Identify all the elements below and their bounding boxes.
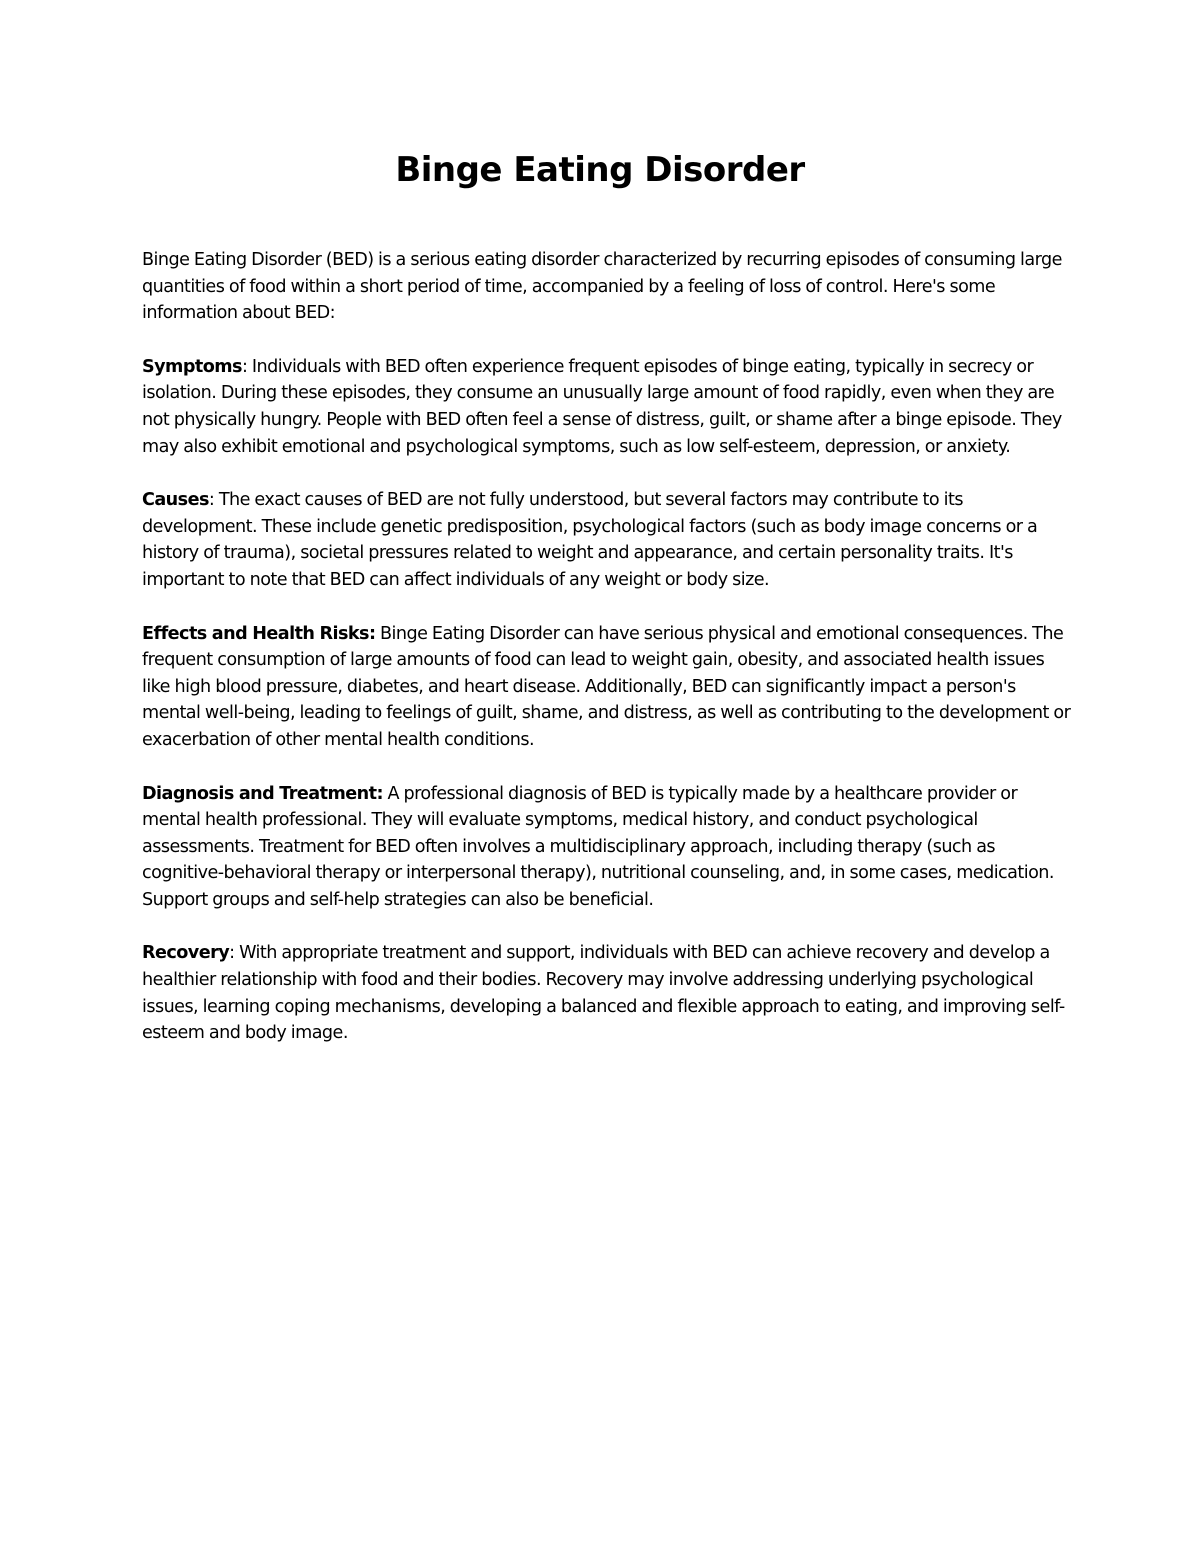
section-heading: Diagnosis and Treatment:	[142, 783, 383, 804]
section-causes	[142, 487, 1072, 593]
section-heading: Symptoms	[142, 356, 242, 377]
section-separator: :	[208, 490, 219, 511]
section-heading: Recovery	[142, 943, 230, 964]
section-recovery	[142, 940, 1072, 1046]
section-text: A professional diagnosis of BED is typically made by a healthcare provider or mental health professional. They will evaluate symptoms, medical history, and conduct psychological assessments. Treatment for BED often involves a multidisciplinary approach, including therapy (such as cognitive-behavioral therapy or interpersonal therapy), nutritional counseling, and, in some cases, medication. Support groups and self-help strategies can also be beneficial.	[142, 783, 1054, 910]
section-text: Individuals with BED often experience frequent episodes of binge eating, typically in secrecy or isolation. During these episodes, they consume an unusually large amount of food rapidly, even when they are not physically hungry. People with BED often feel a sense of distress, guilt, or shame after a binge episode. They may also exhibit emotional and psychological symptoms, such as low self-esteem, depression, or anxiety.	[142, 356, 1062, 457]
section-effects-and-health-risks	[142, 621, 1072, 754]
section-symptoms	[142, 354, 1072, 460]
section-separator: :	[241, 356, 252, 377]
section-heading: Effects and Health Risks:	[142, 623, 376, 644]
section-diagnosis-and-treatment	[142, 781, 1072, 914]
document-title: Binge Eating Disorder	[395, 150, 805, 190]
intro-paragraph: Binge Eating Disorder (BED) is a serious eating disorder characterized by recurring episodes of consuming large quantities of food within a short period of time, accompanied by a feeling of loss of control. Here's some information about BED:	[142, 250, 1062, 324]
document-body	[142, 247, 1072, 1074]
section-text: With appropriate treatment and support, individuals with BED can achieve recovery and develop a healthier relationship with food and their bodies. Recovery may involve addressing underlying psychological issues, learning coping mechanisms, developing a balanced and flexible approach to eating, and improving self-esteem and body image.	[142, 943, 1065, 1044]
section-separator: :	[229, 943, 240, 964]
section-heading: Causes	[142, 490, 209, 511]
section-text: Binge Eating Disorder can have serious physical and emotional consequences. The frequent consumption of large amounts of food can lead to weight gain, obesity, and associated health issues like high blood pressure, diabetes, and heart disease. Additionally, BED can significantly impact a person's mental well-being, leading to feelings of guilt, shame, and distress, as well as contributing to the development or exacerbation of other mental health conditions.	[142, 623, 1071, 750]
section-text: The exact causes of BED are not fully understood, but several factors may contribute to its development. These include genetic predisposition, psychological factors (such as body image concerns or a history of trauma), societal pressures related to weight and appearance, and certain personality traits. It's important to note that BED can affect individuals of any weight or body size.	[142, 490, 1038, 590]
